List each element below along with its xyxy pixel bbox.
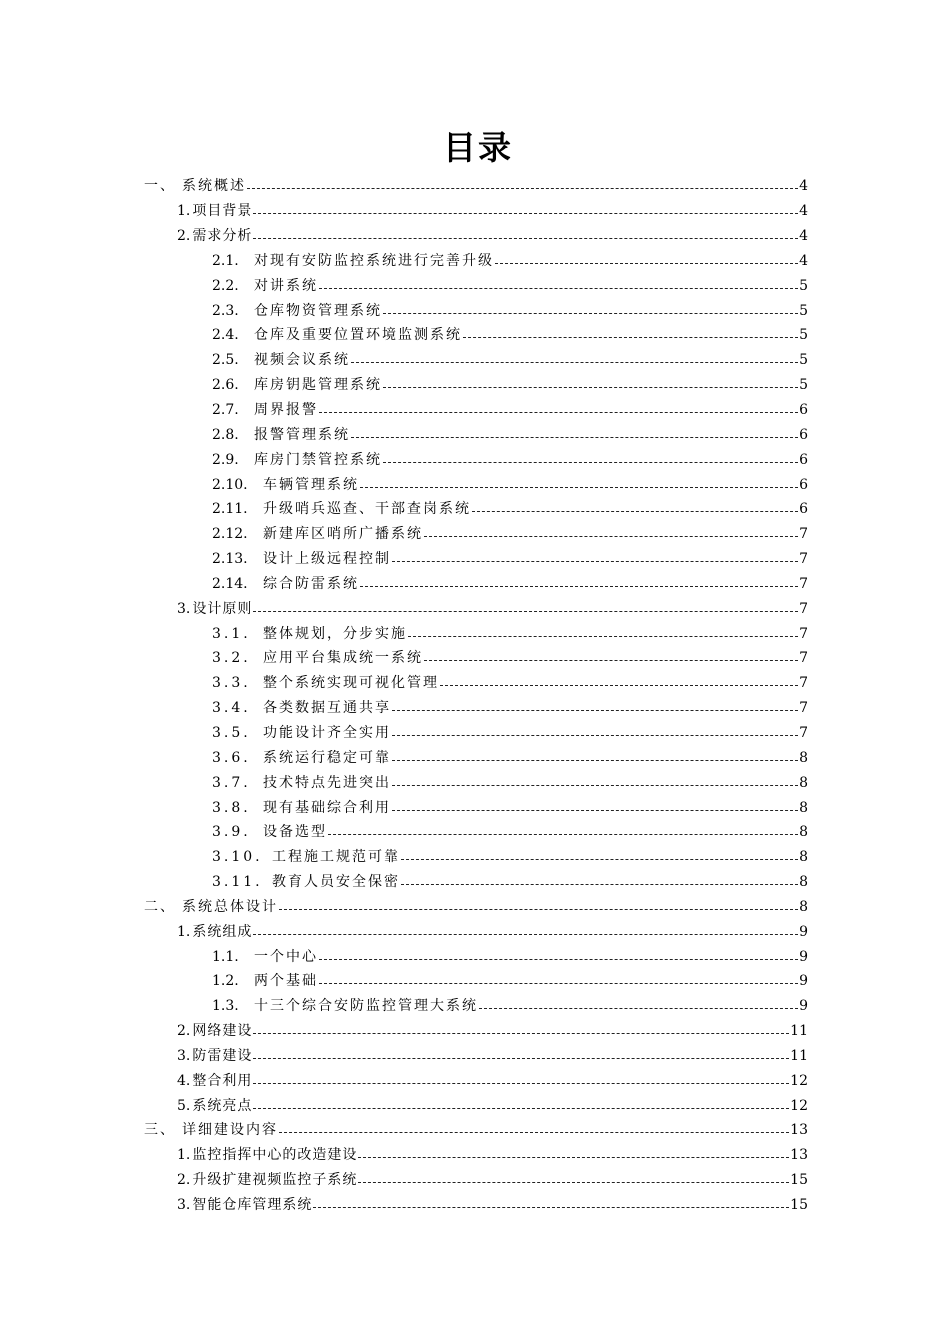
toc-entry-title: 对讲系统 [254,277,318,294]
toc-entry-title: 防雷建设 [192,1047,253,1064]
toc-entry[interactable] [0,1193,808,1218]
toc-entry-page-number: 7 [799,600,808,617]
toc-entry[interactable] [0,745,808,770]
toc-entry-title: 周界报警 [254,402,318,419]
toc-entry[interactable] [0,770,808,795]
toc-entry-page-number: 13 [790,1147,808,1164]
dot-leader [351,361,798,363]
toc-entry-number: 2.10. [212,476,248,493]
toc-entry-title: 监控指挥中心的改造建设 [192,1147,358,1164]
toc-entry-title: 网络建设 [192,1023,253,1040]
dot-leader [401,883,798,885]
toc-entry-number: 1. [177,203,191,220]
toc-entry[interactable] [0,845,808,870]
toc-entry-number: 3.3. [212,675,251,692]
toc-entry-number: 3. [177,1047,191,1064]
toc-entry[interactable] [0,671,808,696]
toc-entry-page-number: 4 [799,252,808,269]
toc-entry-page-number: 7 [799,724,808,741]
toc-entry-page-number: 15 [790,1172,808,1189]
toc-entry-number: 3.8. [212,799,251,816]
toc-entry[interactable] [0,795,808,820]
toc-entry[interactable] [0,447,808,472]
dot-leader [253,610,798,612]
toc-entry-title: 新建库区哨所广播系统 [263,526,423,543]
toc-entry-number: 2.2. [212,277,239,294]
dot-leader [279,908,798,910]
toc-entry[interactable] [0,1118,808,1143]
toc-entry[interactable] [0,894,808,919]
toc-entry-number: 1.1. [212,948,239,965]
toc-entry-title: 系统组成 [192,923,253,940]
toc-entry-page-number: 5 [799,302,808,319]
toc-entry-title: 系统运行稳定可靠 [263,749,391,766]
toc-entry[interactable] [0,994,808,1019]
toc-entry-number: 2.8. [212,426,239,443]
toc-entry-title: 设计上级远程控制 [263,551,391,568]
dot-leader [253,1057,789,1059]
toc-entry-number: 2. [177,1172,191,1189]
toc-entry-title: 升级哨兵巡查、干部查岗系统 [263,501,471,518]
toc-entry-title: 仓库及重要位置环境监测系统 [254,327,462,344]
toc-entry-page-number: 13 [790,1122,808,1139]
toc-entry-title: 整个系统实现可视化管理 [263,675,439,692]
toc-entry[interactable] [0,224,808,249]
toc-entry-number: 一、 [144,178,176,195]
toc-entry-page-number: 8 [799,749,808,766]
toc-entry[interactable] [0,919,808,944]
toc-entry-number: 二、 [144,898,176,915]
dot-leader [319,411,798,413]
toc-entry[interactable] [0,323,808,348]
toc-entry-title: 技术特点先进突出 [263,774,391,791]
toc-entry[interactable] [0,1068,808,1093]
dot-leader [401,858,798,860]
toc-entry-title: 报警管理系统 [254,426,350,443]
dot-leader [479,1007,798,1009]
toc-entry-number: 3.4. [212,700,251,717]
toc-entry-title: 十三个综合安防监控管理大系统 [254,998,478,1015]
toc-entry-page-number: 6 [799,426,808,443]
toc-entry-number: 2.12. [212,526,248,543]
toc-entry-number: 3.5. [212,724,251,741]
toc-entry[interactable] [0,1044,808,1069]
toc-entry[interactable] [0,870,808,895]
dot-leader [408,635,798,637]
toc-entry[interactable] [0,373,808,398]
toc-entry[interactable] [0,298,808,323]
toc-entry-number: 2.3. [212,302,239,319]
toc-entry-page-number: 9 [799,973,808,990]
toc-entry[interactable] [0,497,808,522]
toc-entry-number: 2.1. [212,252,239,269]
toc-entry-title: 库房钥匙管理系统 [254,377,382,394]
toc-entry-page-number: 7 [799,650,808,667]
dot-leader [424,535,798,537]
toc-entry[interactable] [0,1093,808,1118]
toc-entry-page-number: 5 [799,352,808,369]
toc-entry-number: 1.2. [212,973,239,990]
toc-entry-number: 4. [177,1072,191,1089]
toc-entry-title: 仓库物资管理系统 [254,302,382,319]
dot-leader [319,287,798,289]
toc-entry-number: 3. [177,1197,191,1214]
dot-leader [392,809,798,811]
toc-entry[interactable] [0,348,808,373]
toc-entry-title: 应用平台集成统一系统 [263,650,423,667]
toc-entry-number: 5. [177,1097,191,1114]
dot-leader [253,1082,789,1084]
dot-leader [360,585,798,587]
toc-entry-title: 需求分析 [192,228,253,245]
toc-entry[interactable] [0,621,808,646]
toc-entry[interactable] [0,199,808,224]
dot-leader [383,461,798,463]
dot-leader [351,436,798,438]
toc-entry-number: 1. [177,923,191,940]
toc-entry-title: 对现有安防监控系统进行完善升级 [254,252,494,269]
toc-entry-title: 车辆管理系统 [263,476,359,493]
toc-entry-page-number: 8 [799,774,808,791]
toc-entry-title: 教育人员安全保密 [272,874,400,891]
toc-entry[interactable] [0,1019,808,1044]
dot-leader [392,709,798,711]
toc-entry[interactable] [0,522,808,547]
dot-leader [328,833,798,835]
dot-leader [383,312,798,314]
toc-entry-number: 3.6. [212,749,251,766]
toc-entry[interactable] [0,1143,808,1168]
toc-entry-page-number: 12 [790,1072,808,1089]
toc-entry-title: 设计原则 [192,600,253,617]
dot-leader [313,1206,789,1208]
toc-entry-number: 2.4. [212,327,239,344]
toc-entry[interactable] [0,944,808,969]
dot-leader [440,684,798,686]
dot-leader [358,1181,789,1183]
toc-entry[interactable] [0,572,808,597]
toc-entry[interactable] [0,547,808,572]
toc-entry[interactable] [0,969,808,994]
toc-entry[interactable] [0,820,808,845]
toc-entry-page-number: 6 [799,451,808,468]
dot-leader [319,982,798,984]
dot-leader [360,486,798,488]
toc-entry-page-number: 8 [799,874,808,891]
toc-entry-number: 2.14. [212,575,248,592]
toc-entry-number: 3.10. [212,849,263,866]
toc-entry-page-number: 12 [790,1097,808,1114]
dot-leader [463,336,798,338]
toc-entry-title: 各类数据互通共享 [263,700,391,717]
toc-entry-page-number: 9 [799,998,808,1015]
toc-entry[interactable] [0,596,808,621]
toc-entry[interactable] [0,696,808,721]
dot-leader [392,560,798,562]
toc-entry-title: 工程施工规范可靠 [272,849,400,866]
toc-entry[interactable] [0,1168,808,1193]
dot-leader [253,933,798,935]
toc-entry-number: 1. [177,1147,191,1164]
toc-entry-page-number: 15 [790,1197,808,1214]
toc-entry-number: 3.2. [212,650,251,667]
dot-leader [319,958,798,960]
toc-entry-number: 3.7. [212,774,251,791]
toc-entry-title: 升级扩建视频监控子系统 [192,1172,358,1189]
dot-leader [495,262,798,264]
toc-entry-page-number: 11 [790,1023,808,1040]
toc-entry-title: 系统总体设计 [182,898,278,915]
toc-entry[interactable] [0,721,808,746]
toc-entry[interactable] [0,472,808,497]
toc-entry-page-number: 7 [799,700,808,717]
toc-entry-title: 智能仓库管理系统 [192,1197,313,1214]
dot-leader [253,237,798,239]
dot-leader [253,1107,789,1109]
dot-leader [392,734,798,736]
dot-leader [358,1156,789,1158]
toc-entry-title: 库房门禁管控系统 [254,451,382,468]
toc-entry-title: 项目背景 [192,203,253,220]
toc-entry-title: 一个中心 [254,948,318,965]
toc-entry-page-number: 6 [799,402,808,419]
toc-entry-number: 2.6. [212,377,239,394]
toc-entry-page-number: 6 [799,501,808,518]
toc-entry[interactable] [0,422,808,447]
toc-entry-number: 2.11. [212,501,248,518]
toc-entry[interactable] [0,273,808,298]
toc-entry-page-number: 7 [799,575,808,592]
toc-entry-title: 设备选型 [263,824,327,841]
toc-entry-page-number: 5 [799,377,808,394]
table-of-contents [0,174,950,1217]
dot-leader [253,212,798,214]
toc-entry-number: 1.3. [212,998,239,1015]
toc-entry-page-number: 7 [799,675,808,692]
toc-entry-page-number: 7 [799,625,808,642]
toc-entry-number: 3.1. [212,625,251,642]
toc-entry-title: 整合利用 [192,1072,253,1089]
toc-entry[interactable] [0,174,808,199]
dot-leader [253,1032,789,1034]
toc-entry-page-number: 4 [799,203,808,220]
toc-entry-page-number: 8 [799,898,808,915]
toc-entry-page-number: 9 [799,948,808,965]
dot-leader [472,510,798,512]
toc-entry-title: 功能设计齐全实用 [263,724,391,741]
dot-leader [392,759,798,761]
toc-entry-page-number: 5 [799,277,808,294]
toc-entry-title: 两个基础 [254,973,318,990]
toc-entry-page-number: 6 [799,476,808,493]
page-title: 目录 [443,128,513,167]
toc-entry-page-number: 7 [799,551,808,568]
toc-entry-title: 整体规划，分步实施 [263,625,407,642]
toc-entry-title: 综合防雷系统 [263,575,359,592]
toc-entry[interactable] [0,646,808,671]
toc-entry-number: 2. [177,1023,191,1040]
toc-entry-title: 现有基础综合利用 [263,799,391,816]
toc-entry-page-number: 9 [799,923,808,940]
dot-leader [383,386,798,388]
dot-leader [392,784,798,786]
toc-entry-number: 三、 [144,1122,176,1139]
toc-entry-number: 2. [177,228,191,245]
toc-entry-number: 2.9. [212,451,239,468]
toc-entry-number: 3. [177,600,191,617]
toc-entry-page-number: 4 [799,178,808,195]
toc-entry-number: 3.11. [212,874,263,891]
toc-entry-number: 3.9. [212,824,251,841]
toc-entry-page-number: 8 [799,824,808,841]
toc-entry-page-number: 8 [799,799,808,816]
toc-entry-number: 2.13. [212,551,248,568]
toc-entry-page-number: 11 [790,1047,808,1064]
toc-entry[interactable] [0,249,808,274]
toc-entry-page-number: 8 [799,849,808,866]
toc-entry-number: 2.5. [212,352,239,369]
toc-entry-title: 系统概述 [182,178,246,195]
toc-entry-title: 详细建设内容 [182,1122,278,1139]
toc-entry-title: 视频会议系统 [254,352,350,369]
toc-entry-title: 系统亮点 [192,1097,253,1114]
dot-leader [424,659,798,661]
toc-entry[interactable] [0,398,808,423]
toc-entry-page-number: 7 [799,526,808,543]
dot-leader [279,1131,789,1133]
toc-entry-number: 2.7. [212,402,239,419]
dot-leader [247,187,798,189]
toc-entry-page-number: 5 [799,327,808,344]
toc-entry-page-number: 4 [799,228,808,245]
